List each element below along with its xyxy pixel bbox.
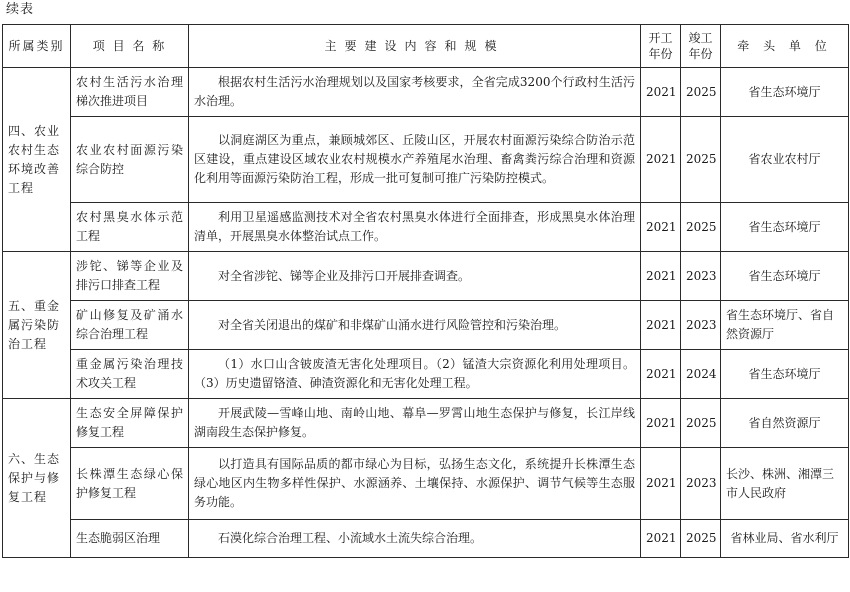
lead-unit: 省生态环境厅 [721,252,849,301]
start-year: 2021 [641,448,681,520]
start-year: 2021 [641,252,681,301]
header-end-year-line2: 年份 [688,47,713,61]
lead-unit: 长沙、株洲、湘潭三市人民政府 [721,448,849,520]
project-name: 农村黑臭水体示范工程 [71,203,189,252]
lead-unit: 省生态环境厅 [721,350,849,399]
project-content: 石漠化综合治理工程、小流域水土流失综合治理。 [189,520,641,558]
project-name: 农业农村面源污染综合防控 [71,117,189,203]
start-year: 2021 [641,203,681,252]
header-start-year-line2: 年份 [648,47,673,61]
project-content: 对全省关闭退出的煤矿和非煤矿山涌水进行风险管控和污染治理。 [189,301,641,350]
lead-unit: 省自然资源厅 [721,399,849,448]
header-category: 所属类别 [3,25,71,68]
start-year: 2021 [641,399,681,448]
start-year: 2021 [641,520,681,558]
lead-unit: 省林业局、省水利厅 [721,520,849,558]
project-name: 重金属污染治理技术攻关工程 [71,350,189,399]
start-year: 2021 [641,117,681,203]
end-year: 2023 [681,252,721,301]
project-content: （1）水口山含铍废渣无害化处理项目。（2）锰渣大宗资源化利用处理项目。（3）历史遗留铬渣、砷渣资源化和无害化处理工程。 [189,350,641,399]
category-cell: 六、生态保护与修复工程 [3,399,71,558]
table-row [3,399,849,448]
header-end-year [681,25,721,68]
end-year: 2023 [681,301,721,350]
end-year: 2025 [681,68,721,117]
project-content: 以打造具有国际品质的都市绿心为目标，弘扬生态文化，系统提升长株潭生态绿心地区内生物多样性保护、水源涵养、土壤保持、水源保护、调节气候等生态服务功能。 [189,448,641,520]
header-lead-unit: 牵 头 单 位 [721,25,849,68]
lead-unit: 省生态环境厅、省自然资源厅 [721,301,849,350]
continued-label: 续表 [6,2,35,17]
table-header-row [3,25,849,68]
end-year: 2024 [681,350,721,399]
project-name: 生态安全屏障保护修复工程 [71,399,189,448]
lead-unit: 省生态环境厅 [721,68,849,117]
header-end-year-line1: 竣工 [688,31,713,45]
project-name: 涉铊、锑等企业及排污口排查工程 [71,252,189,301]
table-row [3,203,849,252]
table-row [3,252,849,301]
project-name: 农村生活污水治理梯次推进项目 [71,68,189,117]
project-content: 开展武陵—雪峰山地、南岭山地、幕阜—罗霄山地生态保护与修复，长江岸线湖南段生态保护修复。 [189,399,641,448]
end-year: 2023 [681,448,721,520]
end-year: 2025 [681,399,721,448]
table-row [3,350,849,399]
end-year: 2025 [681,117,721,203]
table-row [3,448,849,520]
start-year: 2021 [641,301,681,350]
end-year: 2025 [681,203,721,252]
project-name: 长株潭生态绿心保护修复工程 [71,448,189,520]
start-year: 2021 [641,350,681,399]
project-content: 根据农村生活污水治理规划以及国家考核要求，全省完成3200个行政村生活污水治理。 [189,68,641,117]
header-content: 主要建设内容和规模 [189,25,641,68]
projects-table [2,24,849,558]
lead-unit: 省生态环境厅 [721,203,849,252]
end-year: 2025 [681,520,721,558]
table-row [3,301,849,350]
project-content: 利用卫星遥感监测技术对全省农村黑臭水体进行全面排查，形成黑臭水体治理清单，开展黑臭水体整治试点工作。 [189,203,641,252]
project-name: 生态脆弱区治理 [71,520,189,558]
header-start-year-line1: 开工 [648,31,673,45]
table-row [3,520,849,558]
header-start-year [641,25,681,68]
table-row [3,68,849,117]
project-content: 对全省涉铊、锑等企业及排污口开展排查调查。 [189,252,641,301]
header-project: 项 目 名 称 [71,25,189,68]
start-year: 2021 [641,68,681,117]
project-content: 以洞庭湖区为重点，兼顾城郊区、丘陵山区，开展农村面源污染综合防治示范区建设，重点建设区域农业农村规模水产养殖尾水治理、畜禽粪污综合治理和资源化利用等面源污染防治工程，形成一批可复制可推广污染防控模式。 [189,117,641,203]
category-cell: 四、农业农村生态环境改善工程 [3,68,71,252]
table-row [3,117,849,203]
project-name: 矿山修复及矿涌水综合治理工程 [71,301,189,350]
lead-unit: 省农业农村厅 [721,117,849,203]
category-cell: 五、重金属污染防治工程 [3,252,71,399]
